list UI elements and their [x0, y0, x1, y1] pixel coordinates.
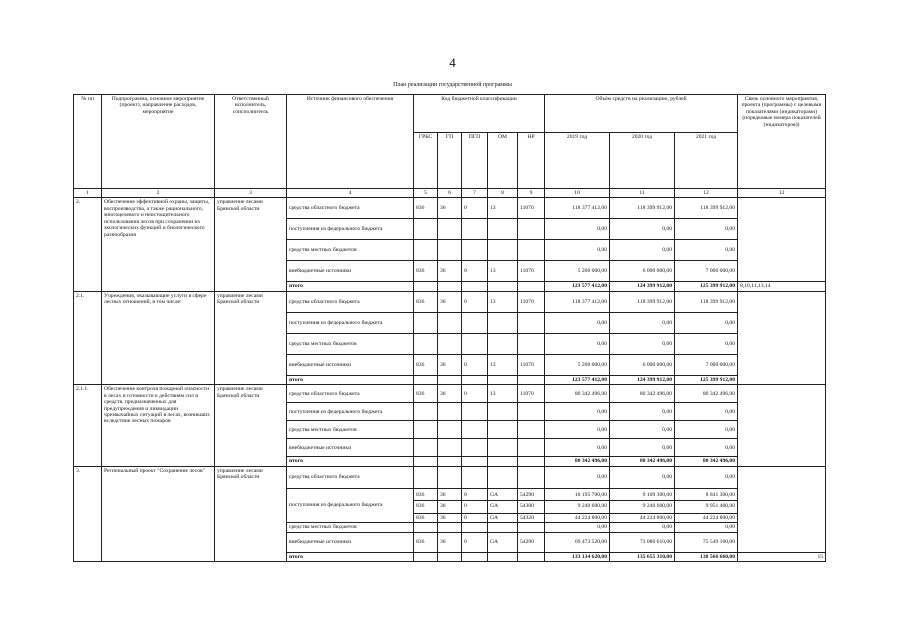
- value-2019: 44 224 800,00: [545, 513, 610, 522]
- code-pgp: 0: [462, 532, 488, 552]
- value-2019: 9 240 600,00: [545, 500, 610, 513]
- indicator-link: 15: [738, 552, 826, 561]
- value-2021: 7 000 000,00: [675, 354, 738, 375]
- source-label: поступления из федерального бюджета: [287, 312, 414, 333]
- source-label: средства областного бюджета: [287, 466, 414, 488]
- value-2020: 0,00: [610, 219, 675, 240]
- value-2020: 0,00: [610, 403, 675, 421]
- program-title: Обеспечение контроля пожарной опасности в лесах и готовности к действиям сил и средств, предназначенных для предупреждения и ликвидации чрезвычайных ситуаций в лесах, возникших вследствие лесных пожаров: [102, 385, 215, 466]
- value-2021: 118 399 912,00: [675, 198, 738, 219]
- value-2019: 0,00: [545, 312, 610, 333]
- header-2020: 2020 год: [610, 133, 675, 189]
- program-title: Обеспечение эффективной охраны, защиты, воспроизводства, а также рационального, многоцелевого и неистощительного использования лесов при сохранении их экологических функций и биологического разнообразия: [102, 198, 215, 291]
- col-number: 12: [675, 189, 738, 198]
- code-om: GA: [488, 500, 518, 513]
- value-2021: 0,00: [675, 333, 738, 354]
- source-label: внебюджетные источники: [287, 354, 414, 375]
- code-om: 13: [488, 261, 518, 282]
- code-pgp: 0: [462, 354, 488, 375]
- code-nr: 11070: [518, 385, 545, 403]
- value-2020: 0,00: [610, 421, 675, 439]
- source-label: итого: [287, 375, 414, 384]
- header-pgp: ПГП: [462, 133, 488, 189]
- value-2021: 0,00: [675, 466, 738, 488]
- code-gp: 36: [438, 532, 462, 552]
- code-gp: 36: [438, 354, 462, 375]
- source-label: средства местных бюджетов: [287, 523, 414, 532]
- total-2021: 138 566 660,00: [675, 552, 738, 561]
- source-label: средства областного бюджета: [287, 291, 414, 312]
- program-plan-table: [73, 94, 826, 562]
- total-2021: 80 342 496,00: [675, 457, 738, 466]
- row-number: 2.1.1.: [74, 385, 102, 466]
- code-grbs: 836: [414, 532, 438, 552]
- col-number: 3: [215, 189, 287, 198]
- source-label: итого: [287, 457, 414, 466]
- value-2019: 0,00: [545, 466, 610, 488]
- header-om: ОМ: [488, 133, 518, 189]
- source-label: средства областного бюджета: [287, 385, 414, 403]
- value-2021: 8 841 300,00: [675, 488, 738, 500]
- code-gp: 36: [438, 500, 462, 513]
- code-grbs: 836: [414, 488, 438, 500]
- code-nr: 54320: [518, 513, 545, 522]
- value-2021: 0,00: [675, 523, 738, 532]
- value-2021: 0,00: [675, 312, 738, 333]
- code-gp: 36: [438, 385, 462, 403]
- value-2021: 9 951 400,00: [675, 500, 738, 513]
- code-om: GA: [488, 513, 518, 522]
- value-2021: 0,00: [675, 439, 738, 457]
- value-2019: 10 195 700,00: [545, 488, 610, 500]
- value-2019: 0,00: [545, 523, 610, 532]
- value-2021: 75 549 160,00: [675, 532, 738, 552]
- total-2019: 133 134 620,00: [545, 552, 610, 561]
- value-2019: 0,00: [545, 240, 610, 261]
- table-row: [74, 198, 826, 219]
- program-title: Учреждения, оказывающие услуги в сфере лесных отношений, в том числе:: [102, 291, 215, 384]
- value-2020: 0,00: [610, 333, 675, 354]
- code-grbs: 836: [414, 500, 438, 513]
- executor: управление лесами Брянской области: [215, 385, 287, 466]
- col-number: 5: [414, 189, 438, 198]
- header-nr: НР: [518, 133, 545, 189]
- header-executor: Ответственный исполнитель, соисполнитель: [215, 95, 287, 189]
- total-2019: 123 577 412,00: [545, 282, 610, 291]
- code-pgp: 0: [462, 488, 488, 500]
- code-pgp: 0: [462, 261, 488, 282]
- code-grbs: 836: [414, 261, 438, 282]
- code-om: 13: [488, 385, 518, 403]
- code-pgp: 0: [462, 500, 488, 513]
- value-2019: 118 377 412,00: [545, 198, 610, 219]
- source-label: внебюджетные источники: [287, 261, 414, 282]
- value-2019: 69 473 520,00: [545, 532, 610, 552]
- header-2019: 2019 год: [545, 133, 610, 189]
- code-grbs: 836: [414, 291, 438, 312]
- header-source: Источник финансового обеспечения: [287, 95, 414, 189]
- value-2019: 5 200 000,00: [545, 261, 610, 282]
- program-title: Региональный проект "Сохранение лесов": [102, 466, 215, 561]
- value-2019: 118 377 412,00: [545, 291, 610, 312]
- header-2021: 2021 год: [675, 133, 738, 189]
- header-gp: ГП: [438, 133, 462, 189]
- code-om: GA: [488, 488, 518, 500]
- code-grbs: 836: [414, 198, 438, 219]
- total-2020: 80 342 496,00: [610, 457, 675, 466]
- value-2021: 44 224 800,00: [675, 513, 738, 522]
- code-gp: 36: [438, 488, 462, 500]
- page-number: 4: [449, 55, 456, 70]
- code-om: 13: [488, 198, 518, 219]
- executor: управление лесами Брянской области: [215, 198, 287, 291]
- indicator-link: [738, 385, 826, 466]
- table-row: [74, 291, 826, 312]
- value-2020: 0,00: [610, 312, 675, 333]
- value-2020: 80 342 496,00: [610, 385, 675, 403]
- code-grbs: 836: [414, 513, 438, 522]
- code-nr: 54290: [518, 532, 545, 552]
- value-2020: 118 399 912,00: [610, 291, 675, 312]
- code-gp: 36: [438, 291, 462, 312]
- total-2020: 124 399 912,00: [610, 375, 675, 384]
- header-num: № пп: [74, 95, 102, 189]
- value-2020: 73 080 610,00: [610, 532, 675, 552]
- code-nr: 54300: [518, 500, 545, 513]
- table-row: [74, 466, 826, 488]
- code-nr: 11070: [518, 261, 545, 282]
- code-nr: 11070: [518, 198, 545, 219]
- code-pgp: 0: [462, 385, 488, 403]
- code-pgp: 0: [462, 291, 488, 312]
- value-2021: 0,00: [675, 240, 738, 261]
- total-2021: 125 399 912,00: [675, 375, 738, 384]
- header-volume: Объём средств на реализацию, рублей: [545, 95, 738, 133]
- value-2019: 0,00: [545, 219, 610, 240]
- code-gp: 36: [438, 198, 462, 219]
- value-2021: 118 399 912,00: [675, 291, 738, 312]
- total-2020: 124 399 912,00: [610, 282, 675, 291]
- source-label: поступления из федерального бюджета: [287, 488, 414, 522]
- value-2020: 0,00: [610, 439, 675, 457]
- executor: управление лесами Брянской области: [215, 466, 287, 561]
- col-number: 7: [462, 189, 488, 198]
- col-number: 10: [545, 189, 610, 198]
- col-number: 6: [438, 189, 462, 198]
- source-label: поступления из федерального бюджета: [287, 219, 414, 240]
- source-label: средства местных бюджетов: [287, 240, 414, 261]
- value-2020: 0,00: [610, 240, 675, 261]
- row-number: 2.1.: [74, 291, 102, 384]
- value-2020: 44 224 800,00: [610, 513, 675, 522]
- value-2021: 0,00: [675, 219, 738, 240]
- code-nr: 11070: [518, 291, 545, 312]
- value-2020: 118 399 912,00: [610, 198, 675, 219]
- value-2019: 0,00: [545, 403, 610, 421]
- table-row: [74, 385, 826, 403]
- value-2021: 0,00: [675, 421, 738, 439]
- source-label: итого: [287, 282, 414, 291]
- header-grbs: ГРБС: [414, 133, 438, 189]
- code-gp: 36: [438, 513, 462, 522]
- row-number: 3.: [74, 466, 102, 561]
- header-codes: Код бюджетной классификации: [414, 95, 545, 133]
- code-pgp: 0: [462, 513, 488, 522]
- indicator-link: 8,10,11,13,14: [738, 282, 826, 291]
- col-number: 4: [287, 189, 414, 198]
- value-2021: 0,00: [675, 403, 738, 421]
- value-2020: 0,00: [610, 466, 675, 488]
- code-om: 13: [488, 291, 518, 312]
- col-number: 13: [738, 189, 826, 198]
- value-2019: 5 200 000,00: [545, 354, 610, 375]
- code-nr: 54290: [518, 488, 545, 500]
- value-2020: 6 000 000,00: [610, 354, 675, 375]
- value-2019: 0,00: [545, 421, 610, 439]
- header-row: [74, 95, 826, 133]
- total-2019: 80 342 496,00: [545, 457, 610, 466]
- source-label: средства местных бюджетов: [287, 333, 414, 354]
- executor: управление лесами Брянской области: [215, 291, 287, 384]
- value-2020: 6 000 000,00: [610, 261, 675, 282]
- table-caption: План реализации государственной программы: [393, 82, 512, 88]
- code-nr: 11070: [518, 354, 545, 375]
- code-grbs: 836: [414, 354, 438, 375]
- col-number: 9: [518, 189, 545, 198]
- source-label: внебюджетные источники: [287, 439, 414, 457]
- col-number: 8: [488, 189, 518, 198]
- value-2019: 0,00: [545, 333, 610, 354]
- code-om: GA: [488, 532, 518, 552]
- value-2020: 0,00: [610, 523, 675, 532]
- code-om: 13: [488, 354, 518, 375]
- value-2020: 9 240 600,00: [610, 500, 675, 513]
- col-number: 1: [74, 189, 102, 198]
- indicator-link: [738, 198, 826, 282]
- col-number: 11: [610, 189, 675, 198]
- value-2020: 9 109 300,00: [610, 488, 675, 500]
- header-link: Связь основного мероприятия, проекта (программы) с целевыми показателями (индикаторами) (порядковые номера показателей (индикаторов)): [738, 95, 826, 189]
- total-2020: 135 655 310,00: [610, 552, 675, 561]
- indicator-link: [738, 291, 826, 384]
- value-2021: 7 000 000,00: [675, 261, 738, 282]
- source-label: итого: [287, 552, 414, 561]
- value-2021: 80 342 496,00: [675, 385, 738, 403]
- col-number: 2: [102, 189, 215, 198]
- total-2019: 123 577 412,00: [545, 375, 610, 384]
- header-program: Подпрограмма, основное мероприятие (проект), направление расходов, мероприятие: [102, 95, 215, 189]
- column-numbers-row: [74, 189, 826, 198]
- source-label: средства местных бюджетов: [287, 421, 414, 439]
- source-label: внебюджетные источники: [287, 532, 414, 552]
- source-label: поступления из федерального бюджета: [287, 403, 414, 421]
- indicator-link: [738, 466, 826, 552]
- value-2019: 0,00: [545, 439, 610, 457]
- total-2021: 125 399 912,00: [675, 282, 738, 291]
- code-grbs: 836: [414, 385, 438, 403]
- source-label: средства областного бюджета: [287, 198, 414, 219]
- value-2019: 80 342 496,00: [545, 385, 610, 403]
- row-number: 2.: [74, 198, 102, 291]
- code-gp: 36: [438, 261, 462, 282]
- code-pgp: 0: [462, 198, 488, 219]
